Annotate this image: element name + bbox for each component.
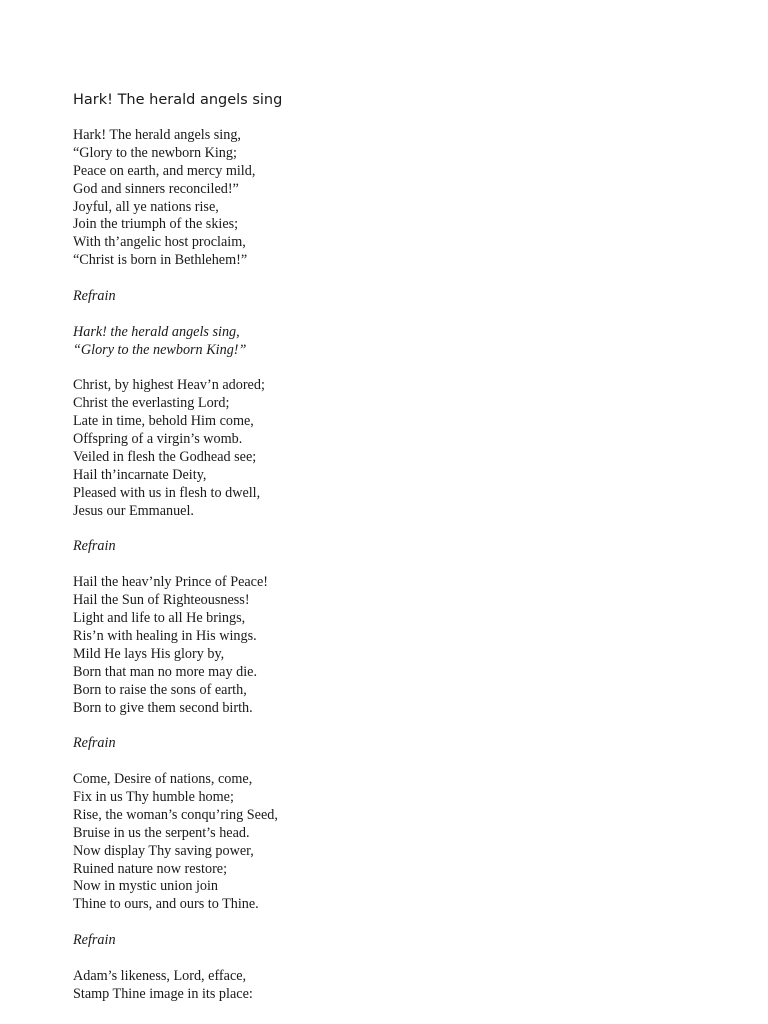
verse-line: Now in mystic union join [73, 878, 219, 895]
verse-line: Late in time, behold Him come, [73, 413, 254, 430]
verse-line: Join the triumph of the skies; [73, 216, 239, 233]
verse-line: Mild He lays His glory by, [73, 645, 225, 662]
refrain-line: Hark! the herald angels sing, [73, 323, 240, 340]
verse-line: Hail the heav’nly Prince of Peace! [73, 574, 268, 591]
refrain-line: “Glory to the newborn King!” [73, 341, 247, 358]
verse-line: Ruined nature now restore; [73, 860, 228, 877]
verse-line: Hark! The herald angels sing, [73, 127, 241, 143]
verse-3 [73, 574, 278, 717]
verse-5 [73, 968, 278, 1004]
verse-line: Veiled in flesh the Godhead see; [73, 449, 257, 466]
verse-line: God and sinners reconciled!” [73, 180, 239, 197]
verse-line: With th’angelic host proclaim, [73, 234, 246, 251]
verse-line: Rise, the woman’s conqu’ring Seed, [73, 806, 278, 823]
verse-line: Offspring of a virgin’s womb. [73, 431, 243, 448]
verse-line: Christ the everlasting Lord; [73, 395, 230, 412]
verse-line: Born that man no more may die. [73, 663, 258, 680]
refrain-label-text: Refrain [73, 932, 116, 949]
verse-2 [73, 377, 278, 520]
verse-line: Born to raise the sons of earth, [73, 681, 247, 698]
verse-line: Come, Desire of nations, come, [73, 771, 253, 788]
refrain-label [73, 538, 278, 556]
verse-line: “Christ is born in Bethlehem!” [73, 252, 248, 269]
refrain-label-text: Refrain [73, 288, 116, 305]
verse-line: Hail the Sun of Righteousness! [73, 592, 250, 609]
verse-line: Born to give them second birth. [73, 699, 253, 716]
verse-line: Pleased with us in flesh to dwell, [73, 484, 261, 501]
verse-line: Light and life to all He brings, [73, 610, 246, 627]
verse-line: Christ, by highest Heav’n adored; [73, 377, 265, 394]
verse-line: “Glory to the newborn King; [73, 144, 237, 161]
lyrics-body [73, 127, 278, 1022]
verse-line: Joyful, all ye nations rise, [73, 198, 219, 215]
verse-line: Fix in us Thy humble home; [73, 788, 234, 805]
refrain-label [73, 735, 278, 753]
refrain-label-text: Refrain [73, 538, 116, 555]
verse-line: Thine to ours, and ours to Thine. [73, 896, 259, 913]
verse-line: Hail th’incarnate Deity, [73, 466, 207, 483]
verse-line: Ris’n with healing in His wings. [73, 627, 257, 644]
refrain-label [73, 932, 278, 950]
verse-line: Bruise in us the serpent’s head. [73, 824, 250, 841]
refrain-label-text: Refrain [73, 735, 116, 752]
verse-1 [73, 127, 278, 270]
refrain [73, 324, 278, 360]
verse-4 [73, 771, 278, 914]
document-title: Hark! The herald angels sing [73, 92, 283, 108]
verse-line: Adam’s likeness, Lord, efface, [73, 967, 247, 984]
verse-line: Jesus our Emmanuel. [73, 502, 194, 519]
refrain-label [73, 288, 278, 306]
verse-line: Peace on earth, and mercy mild, [73, 162, 256, 179]
verse-line: Now display Thy saving power, [73, 842, 254, 859]
verse-line: Stamp Thine image in its place: [73, 985, 253, 1002]
